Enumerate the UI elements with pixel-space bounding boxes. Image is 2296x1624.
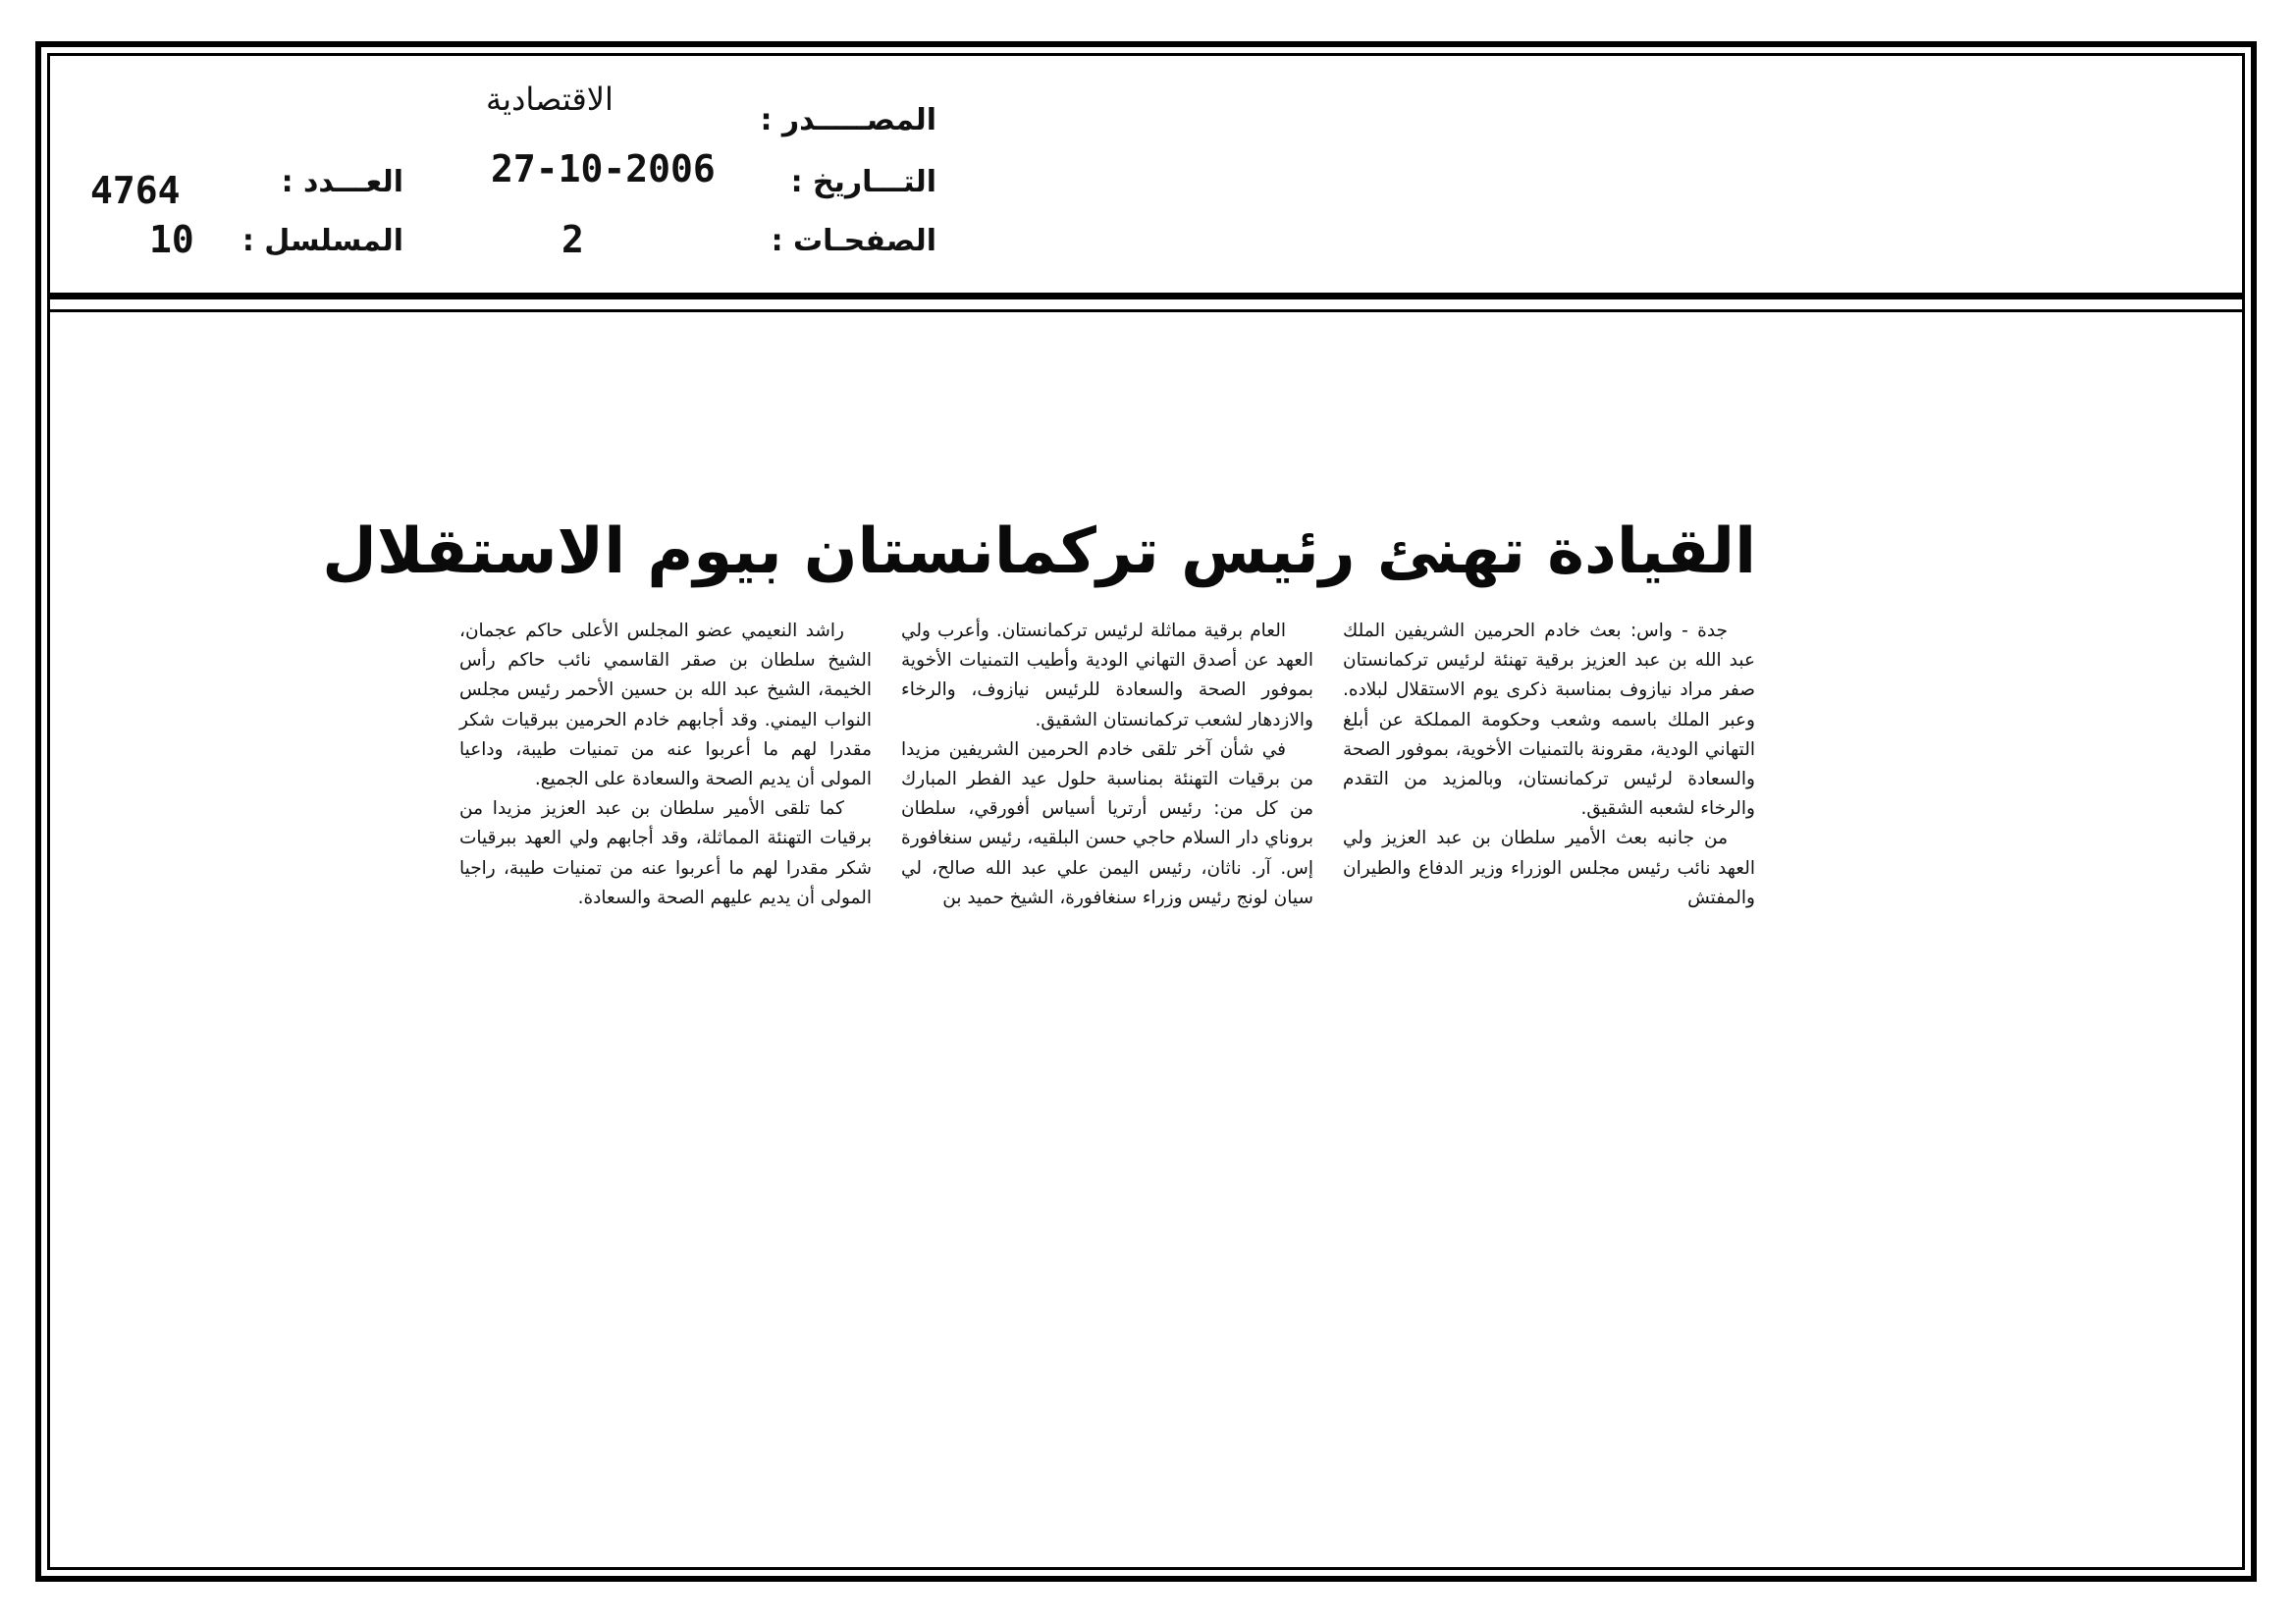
paragraph: جدة - واس: بعث خادم الحرمين الشريفين الملك عبد الله بن عبد العزيز برقية تهنئة لرئيس تركمانستان صفر مراد نيازوف بمناسبة ذكرى يوم الاستقلال لبلاده. وعبر الملك باسمه وشعب وحكومة المملكة عن أبلغ التهاني الودية، مقرونة بالتمنيات الأخوية، بموفور الصحة والسعادة لرئيس تركمانستان، وبالمزيد من التقدم والرخاء لشعبه الشقيق. (1343, 621, 1755, 820)
source-label: المصـــــدر : (760, 103, 936, 137)
serial-value: 10 (149, 218, 194, 261)
header-divider (47, 293, 2245, 299)
issue-label: العـــدد : (281, 165, 403, 199)
paragraph: من جانبه بعث الأمير سلطان بن عبد العزيز ولي العهد نائب رئيس مجلس الوزراء وزير الدفاع والطيران والمفتش (1343, 828, 1755, 908)
date-value: 27-10-2006 (491, 147, 716, 190)
issue-value: 4764 (90, 169, 181, 212)
serial-label: المسلسل : (241, 224, 403, 258)
article-column-3 (459, 617, 872, 913)
pages-value: 2 (561, 218, 584, 261)
paragraph: في شأن آخر تلقى خادم الحرمين الشريفين مزيدا من برقيات التهنئة بمناسبة حلول عيد الفطر المبارك من كل من: رئيس أرتريا أسياس أفورقي، سلطان بروناي دار السلام حاجي حسن البلقيه، رئيس سنغافورة إس. آر. ناثان، رئيس اليمن علي عبد الله صالح، لي سيان لونج رئيس وزراء سنغافورة، الشيخ حميد بن (901, 738, 1313, 908)
article-column-2 (901, 617, 1313, 913)
paragraph: كما تلقى الأمير سلطان بن عبد العزيز مزيدا من برقيات التهنئة المماثلة، وقد أجابهم ولي العهد ببرقيات شكر مقدرا لهم ما أعربوا عنه من تمنيات طيبة، راجيا المولى أن يديم عليهم الصحة والسعادة. (459, 798, 872, 908)
article-headline: القيادة تهنئ رئيس تركمانستان بيوم الاستقلال (322, 515, 1756, 588)
source-value: الاقتصادية (486, 81, 614, 118)
header-divider-thin (47, 309, 2245, 312)
article-column-1 (1343, 617, 1755, 913)
pages-label: الصفحـات : (771, 224, 936, 258)
date-label: التـــاريخ : (790, 165, 936, 199)
paragraph: راشد النعيمي عضو المجلس الأعلى حاكم عجمان، الشيخ سلطان بن صقر القاسمي نائب حاكم رأس الخيمة، الشيخ عبد الله بن حسين الأحمر رئيس مجلس النواب اليمني. وقد أجابهم خادم الحرمين ببرقيات شكر مقدرا لهم ما أعربوا عنه من تمنيات طيبة، وداعيا المولى أن يديم الصحة والسعادة على الجميع. (459, 621, 872, 790)
paragraph: العام برقية مماثلة لرئيس تركمانستان. وأعرب ولي العهد عن أصدق التهاني الودية وأطيب التمنيات الأخوية بموفور الصحة والسعادة للرئيس نيازوف، والرخاء والازدهار لشعب تركمانستان الشقيق. (901, 621, 1313, 731)
